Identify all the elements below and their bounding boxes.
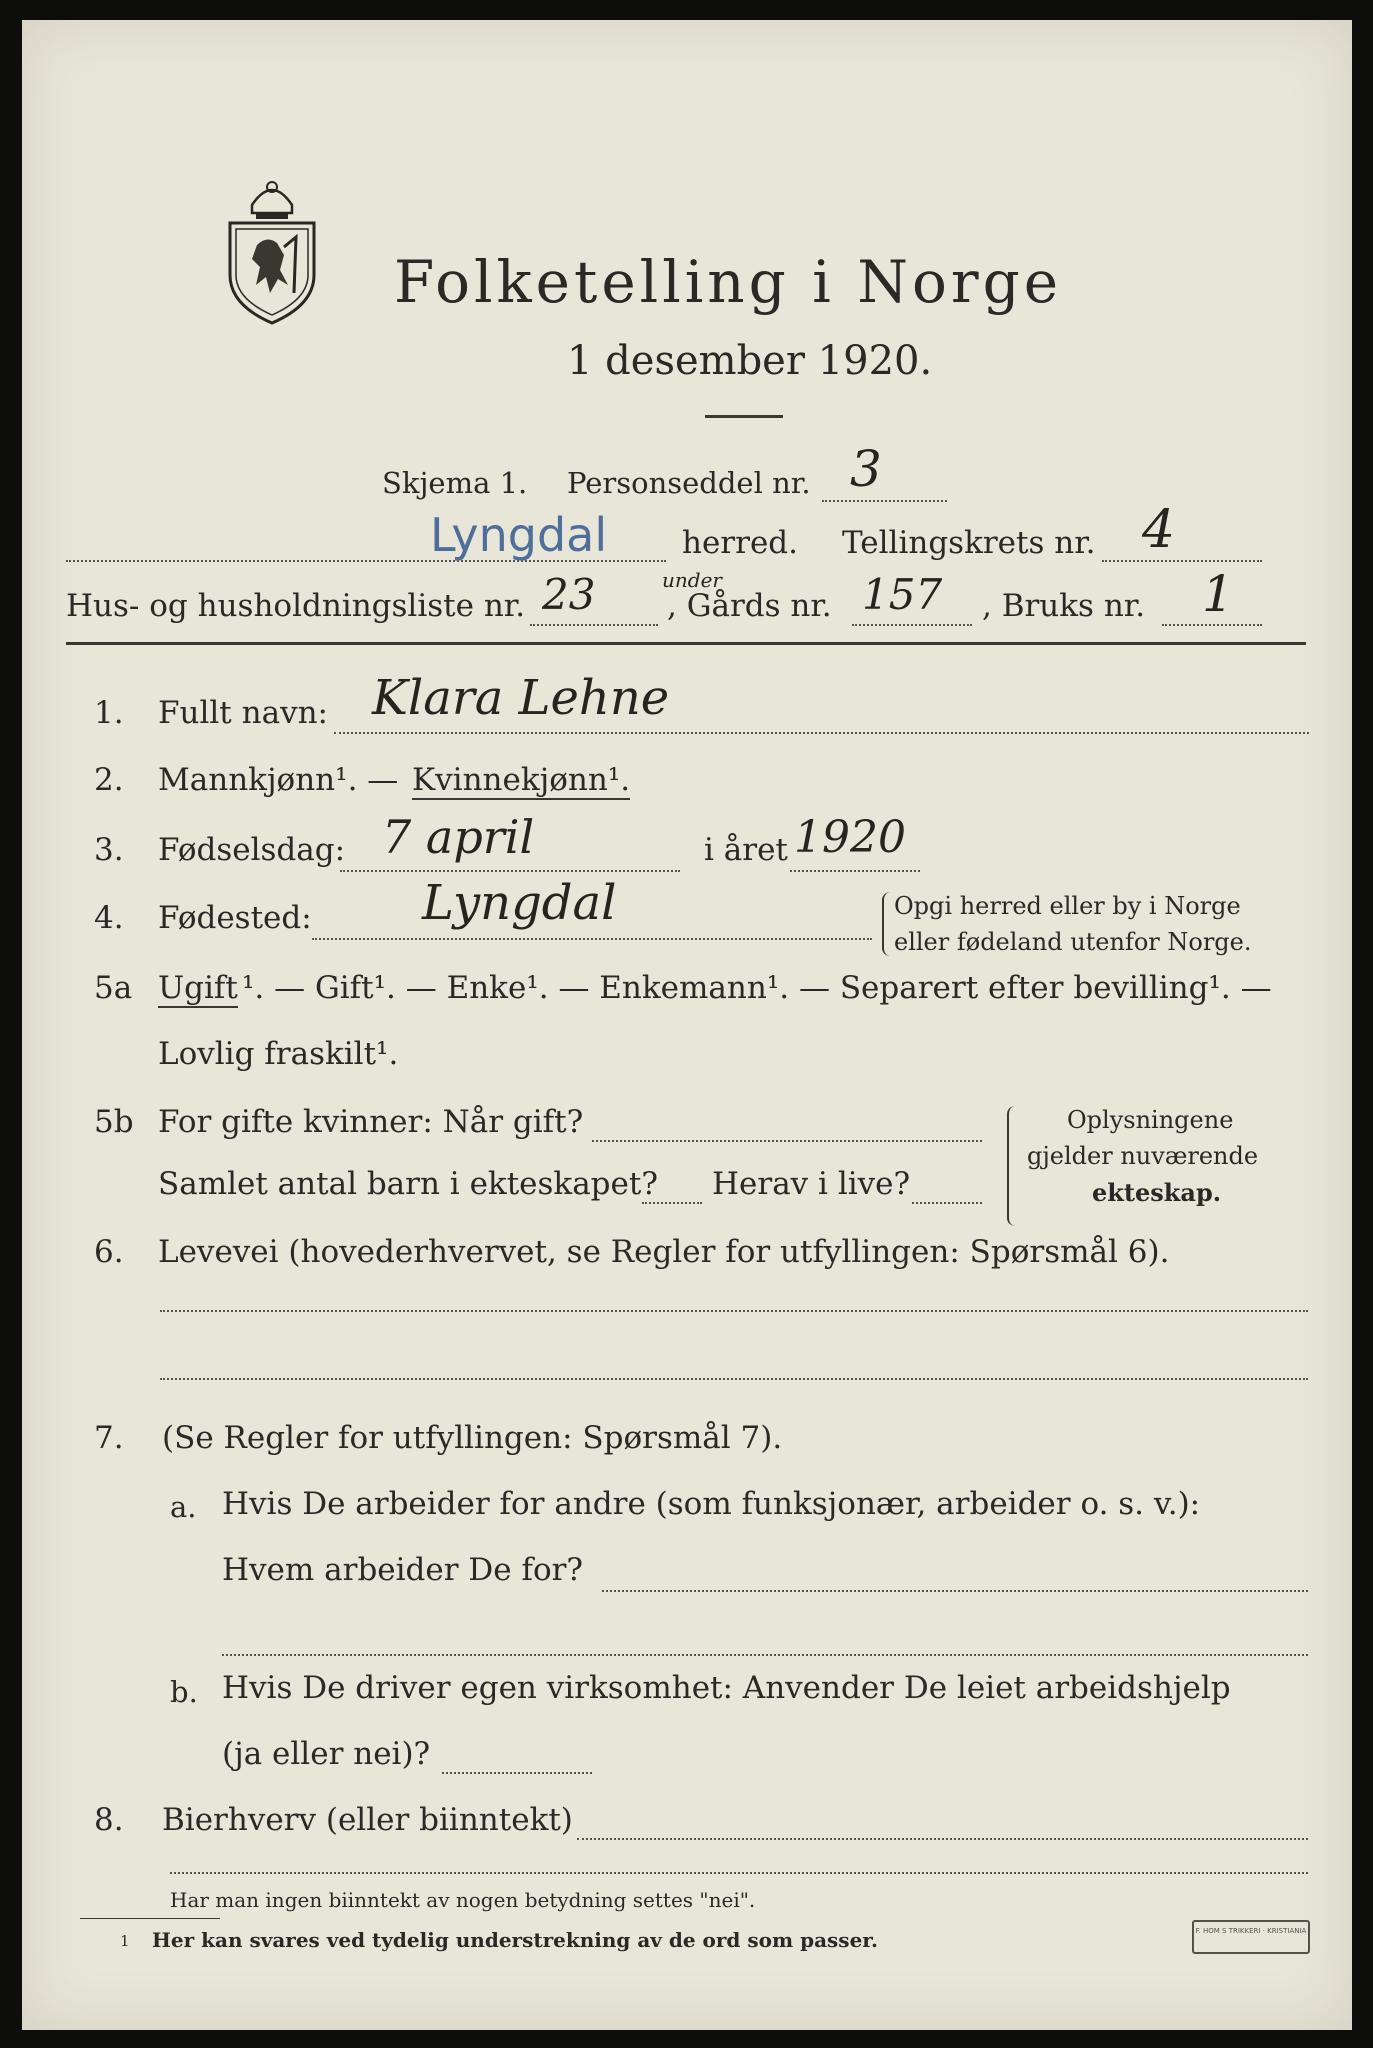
q5b-line-1: For gifte kvinner: Når gift? bbox=[158, 1104, 584, 1140]
q2-female-option: Kvinnekjønn¹. bbox=[412, 762, 631, 798]
q5a-fraskilt-option: Lovlig fraskilt¹. bbox=[158, 1036, 399, 1072]
q5a-number: 5a bbox=[94, 970, 133, 1006]
herred-label: herred. bbox=[682, 525, 798, 561]
form-title: Folketelling i Norge bbox=[394, 248, 1063, 316]
hus-value: 23 bbox=[542, 570, 596, 619]
q1-label: Fullt navn: bbox=[158, 695, 328, 731]
q3-year-line bbox=[790, 870, 920, 872]
q3-day-answer: 7 april bbox=[382, 810, 535, 864]
q5b-note-brace bbox=[1007, 1106, 1019, 1226]
skjema-label: Skjema 1. bbox=[382, 466, 528, 500]
footnote-rule bbox=[80, 1918, 220, 1919]
q5b-number: 5b bbox=[94, 1104, 134, 1140]
tellingskrets-label: Tellingskrets nr. bbox=[842, 525, 1096, 561]
q6-label: Levevei (hovederhvervet, se Regler for utfyllingen: Spørsmål 6). bbox=[158, 1234, 1170, 1270]
census-date: 1 desember 1920. bbox=[567, 338, 933, 384]
tellingskrets-value: 4 bbox=[1142, 500, 1176, 560]
q1-answer: Klara Lehne bbox=[372, 670, 670, 726]
q3-year-answer: 1920 bbox=[794, 812, 906, 863]
hus-line bbox=[530, 624, 658, 626]
q4-answer: Lyngdal bbox=[422, 875, 617, 931]
q3-day-line bbox=[340, 870, 680, 872]
personseddel-line bbox=[822, 500, 947, 502]
q8-answer-line-2 bbox=[170, 1872, 1308, 1874]
q5b-barn-line bbox=[642, 1202, 702, 1204]
q7a-answer-line-2 bbox=[222, 1654, 1308, 1656]
q7b-line-2: (ja eller nei)? bbox=[222, 1736, 431, 1772]
q3-label: Fødselsdag: bbox=[158, 832, 346, 868]
header-separator bbox=[66, 642, 1306, 645]
q6-answer-line-2 bbox=[160, 1378, 1308, 1380]
q4-note-line-2: eller fødeland utenfor Norge. bbox=[894, 928, 1252, 956]
q6-number: 6. bbox=[94, 1234, 124, 1270]
hus-label: Hus- og husholdningsliste nr. bbox=[66, 588, 526, 624]
norwegian-coat-of-arms-icon bbox=[222, 175, 322, 325]
bruks-label: , Bruks nr. bbox=[982, 588, 1146, 624]
q3-number: 3. bbox=[94, 832, 124, 868]
q5a-ugift-option: Ugift bbox=[158, 970, 238, 1006]
q4-answer-line bbox=[312, 938, 872, 940]
personseddel-value: 3 bbox=[850, 440, 882, 498]
q5b-note-line-2: gjelder nuværende bbox=[1027, 1142, 1259, 1170]
q7b-answer-line bbox=[442, 1772, 592, 1774]
title-divider bbox=[705, 415, 783, 418]
footnote-number: 1 bbox=[120, 1932, 130, 1950]
q5b-live-line bbox=[912, 1202, 982, 1204]
q8-answer-line-1 bbox=[577, 1838, 1308, 1840]
q5b-gift-line bbox=[592, 1140, 982, 1142]
q6-answer-line-1 bbox=[160, 1310, 1308, 1312]
q5a-other-options: ¹. — Gift¹. — Enke¹. — Enkemann¹. — Separert efter bevilling¹. — bbox=[242, 970, 1272, 1006]
q7-number: 7. bbox=[94, 1420, 124, 1456]
bruks-line bbox=[1162, 624, 1262, 626]
q4-note-line-1: Opgi herred eller by i Norge bbox=[894, 892, 1241, 920]
q5b-line-2: Samlet antal barn i ekteskapet? bbox=[158, 1166, 658, 1202]
printer-stamp: F. HOM S TRIKKERI · KRISTIANIA bbox=[1192, 1920, 1310, 1954]
q7a-letter: a. bbox=[170, 1490, 197, 1524]
gards-label: , Gårds nr. bbox=[667, 588, 832, 624]
q7b-line-1: Hvis De driver egen virksomhet: Anvender De leiet arbeidshjelp bbox=[222, 1670, 1231, 1706]
bruks-value: 1 bbox=[1202, 565, 1234, 623]
q7a-line-1: Hvis De arbeider for andre (som funksjonær, arbeider o. s. v.): bbox=[222, 1486, 1201, 1522]
q2-number: 2. bbox=[94, 762, 124, 798]
gards-line bbox=[852, 624, 972, 626]
q8-label: Bierhverv (eller biinntekt) bbox=[162, 1802, 573, 1838]
gards-value: 157 bbox=[862, 570, 943, 619]
biinntekt-note: Har man ingen biinntekt av nogen betydning settes "nei". bbox=[170, 1888, 756, 1912]
tellingskrets-line bbox=[1102, 560, 1262, 562]
q7b-letter: b. bbox=[170, 1675, 198, 1709]
q4-note-brace bbox=[882, 892, 892, 956]
q5b-line-2b: Herav i live? bbox=[712, 1166, 911, 1202]
q1-answer-line bbox=[334, 732, 1309, 734]
personseddel-label: Personseddel nr. bbox=[567, 466, 811, 500]
q5b-note-line-1: Oplysningene bbox=[1067, 1106, 1234, 1134]
q4-number: 4. bbox=[94, 900, 124, 936]
footnote-text: Her kan svares ved tydelig understrekning av de ord som passer. bbox=[152, 1928, 878, 1952]
q5b-note-line-3: ekteskap. bbox=[1092, 1178, 1222, 1207]
q4-label: Fødested: bbox=[158, 900, 312, 936]
herred-stamp-value: Lyngdal bbox=[430, 508, 608, 562]
q7-label: (Se Regler for utfyllingen: Spørsmål 7). bbox=[162, 1420, 783, 1456]
q7a-answer-line-1 bbox=[602, 1590, 1308, 1592]
q7a-line-2: Hvem arbeider De for? bbox=[222, 1552, 584, 1588]
census-form-page bbox=[22, 20, 1352, 2030]
q1-number: 1. bbox=[94, 695, 124, 731]
q3-year-label: i året bbox=[704, 832, 788, 868]
q2-male-option: Mannkjønn¹. — bbox=[158, 762, 399, 798]
hus-under-note: under bbox=[662, 568, 722, 592]
q8-number: 8. bbox=[94, 1802, 124, 1838]
